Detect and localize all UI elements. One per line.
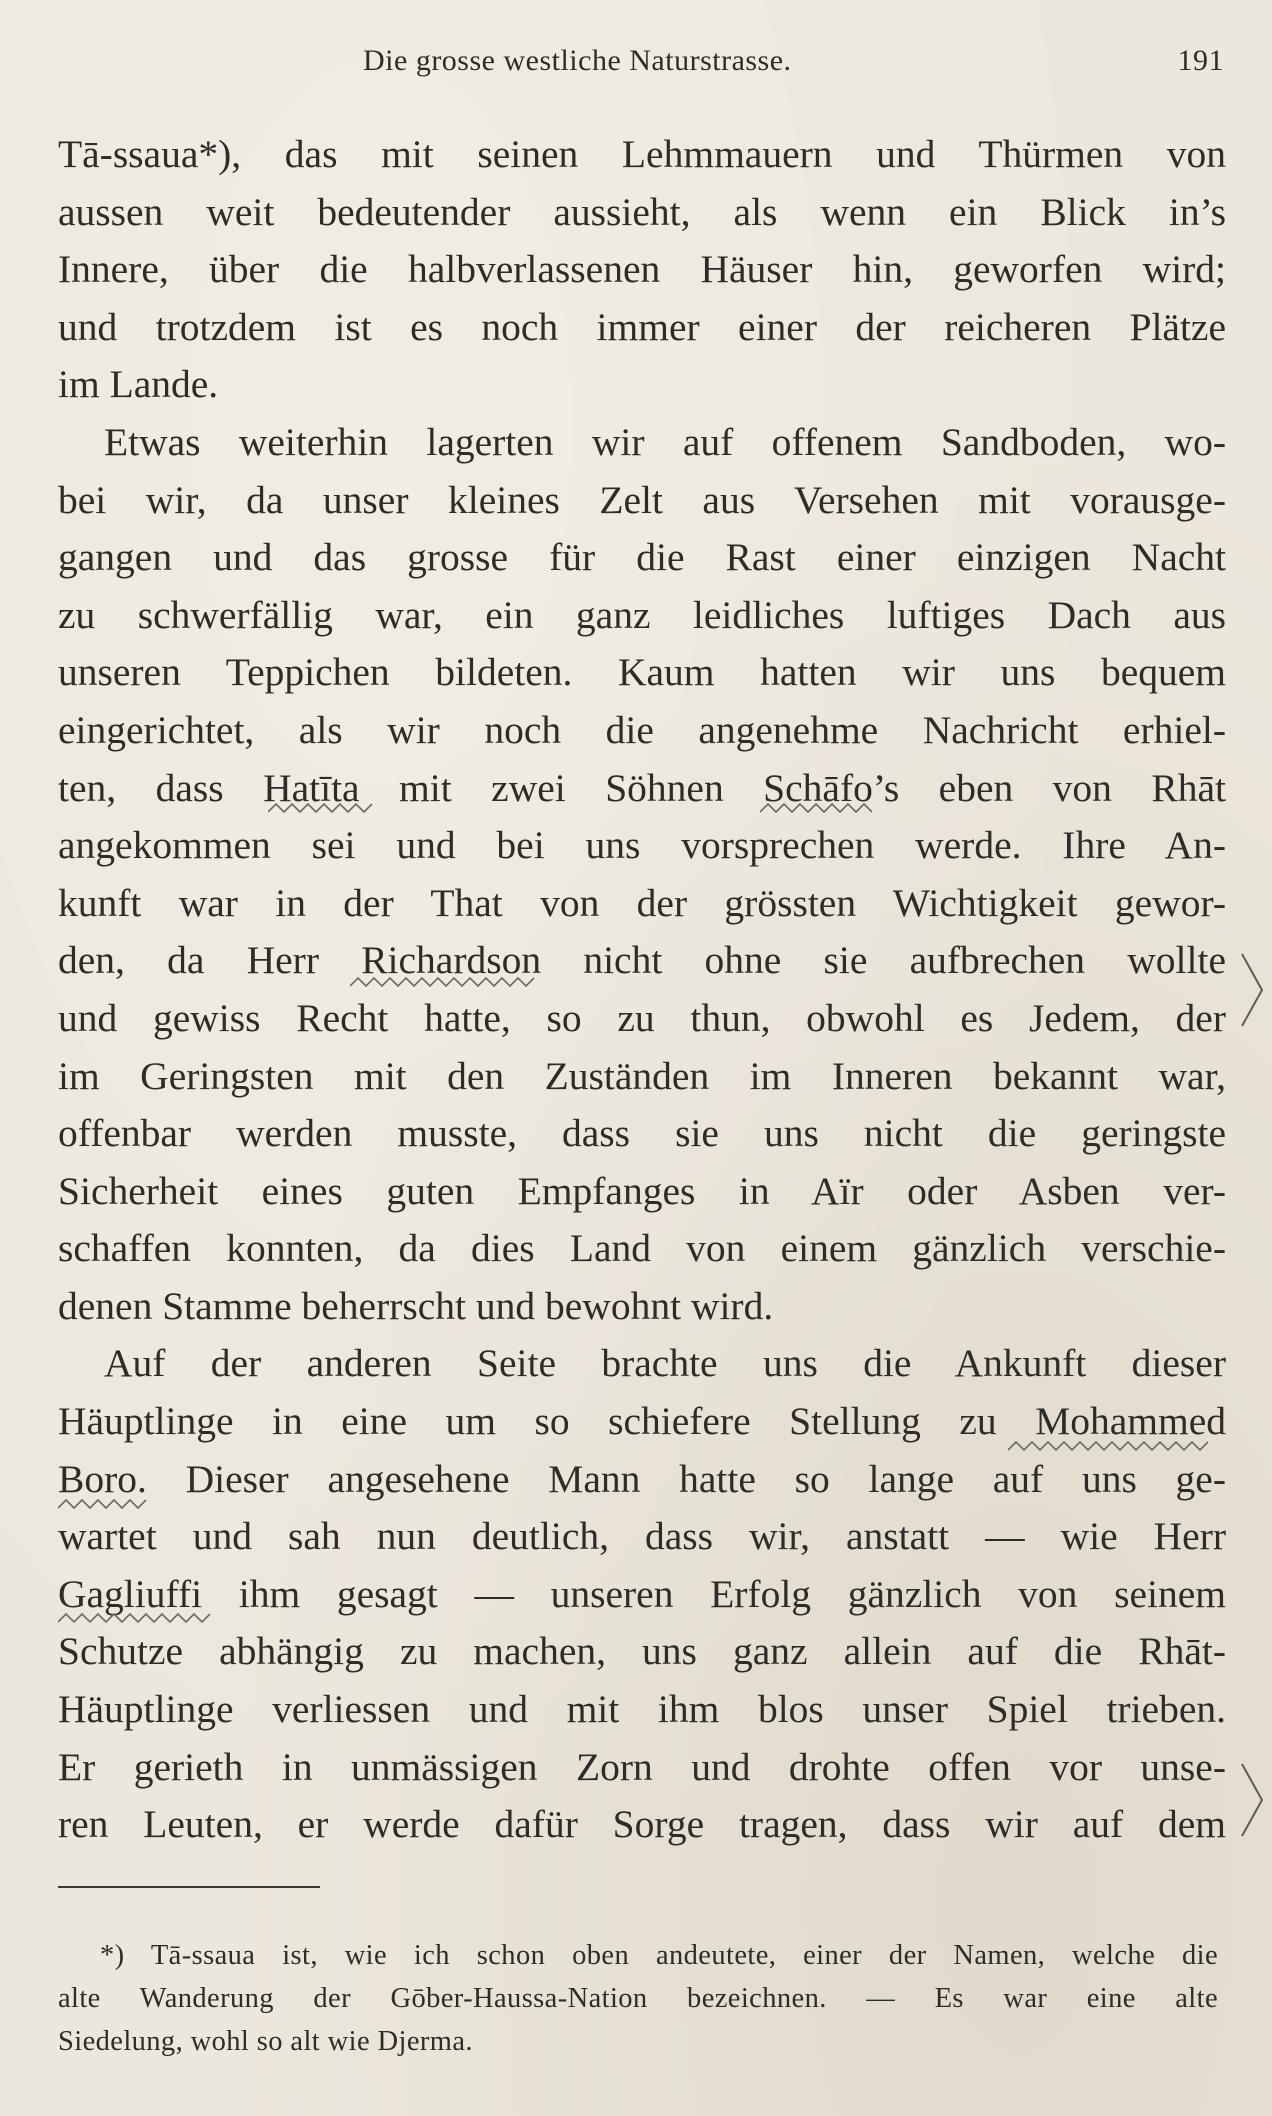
text-line: aussen weit bedeutender aussieht, als wenn ein Blick in’s [58,189,1226,234]
text-line: bei wir, da unser kleines Zelt aus Versehen mit vorausge- [58,477,1226,522]
margin-bracket-mark [1240,950,1266,1030]
text-line: Tā-ssaua*), das mit seinen Lehmmauern und Thürmen von [58,132,1226,176]
text-line: Er gerieth in unmässigen Zorn und drohte offen vor unse- [58,1744,1226,1789]
footnote-rule [58,1886,320,1888]
page-number: 191 [1177,44,1224,77]
text-line: Häuptlinge verliessen und mit ihm blos unser Spiel trieben. [58,1687,1226,1732]
text-line: Innere, über die halbverlassenen Häuser hin, geworfen wird; [58,247,1226,292]
text-line: angekommen sei und bei uns vorsprechen werde. Ihre An- [58,823,1226,868]
text-line: ten, dass Hatīta mit zwei Söhnen Schāfo’s eben von Rhāt [58,765,1226,810]
running-title: Die grosse westliche Naturstrasse. [363,44,792,77]
text-line: kunft war in der That von der grössten Wichtigkeit gewor- [58,880,1226,925]
text-line: im Lande. [58,362,219,407]
text-line: gangen und das grosse für die Rast einer einzigen Nacht [58,535,1226,580]
text-line: im Geringsten mit den Zuständen im Inneren bekannt war, [58,1053,1226,1098]
footnote-line: *) Tā-ssaua ist, wie ich schon oben andeutete, einer der Namen, welche die [100,1940,1218,1971]
text-line: wartet und sah nun deutlich, dass wir, anstatt — wie Herr [58,1514,1226,1559]
text-line: und trotzdem ist es noch immer einer der reicheren Plätze [58,304,1226,349]
text-line: ren Leuten, er werde dafür Sorge tragen, dass wir auf dem [58,1802,1226,1847]
text-line: unseren Teppichen bildeten. Kaum hatten wir uns bequem [58,650,1226,695]
text-line: schaffen konnten, da dies Land von einem gänzlich verschie- [58,1226,1226,1271]
text-line: Schutze abhängig zu machen, uns ganz allein auf die Rhāt- [58,1629,1226,1674]
text-line: den, da Herr Richardson nicht ohne sie aufbrechen wollte [58,938,1226,983]
text-line: eingerichtet, als wir noch die angenehme Nachricht erhiel- [58,707,1226,752]
footnote [58,1934,1218,2063]
text-line: Boro. Dieser angesehene Mann hatte so lange auf uns ge- [58,1456,1226,1501]
text-line: Auf der anderen Seite brachte uns die Ankunft dieser [104,1341,1226,1386]
footnote-line: Siedelung, wohl so alt wie Djerma. [58,2026,473,2057]
margin-bracket-mark [1240,1760,1266,1840]
text-line: zu schwerfällig war, ein ganz leidliches luftiges Dach aus [58,592,1226,637]
text-line: Häuptlinge in eine um so schiefere Stellung zu Mohammed [58,1399,1226,1444]
running-head [58,44,1224,88]
text-line: denen Stamme beherrscht und bewohnt wird. [58,1283,774,1328]
text-line: offenbar werden musste, dass sie uns nicht die geringste [58,1111,1226,1156]
body-text [58,126,1226,1854]
text-line: Gagliuffi ihm gesagt — unseren Erfolg gänzlich von seinem [58,1571,1226,1616]
text-line: Etwas weiterhin lagerten wir auf offenem Sandboden, wo- [104,419,1226,464]
footnote-line: alte Wanderung der Gōber-Haussa-Nation bezeichnen. — Es war eine alte [58,1983,1218,2014]
text-line: und gewiss Recht hatte, so zu thun, obwohl es Jedem, der [58,995,1226,1040]
text-line: Sicherheit eines guten Empfanges in Aïr oder Asben ver- [58,1168,1226,1213]
